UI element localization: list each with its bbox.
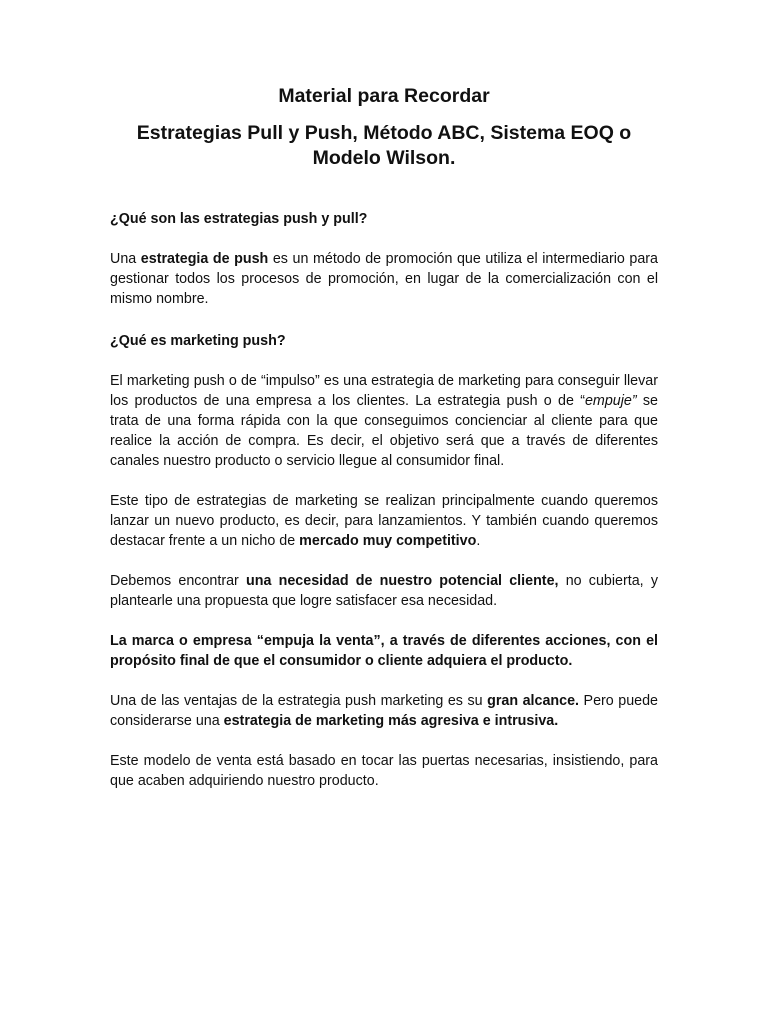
paragraph-text: Debemos encontrar <box>110 573 246 589</box>
bold-text: gran alcance. <box>487 693 580 709</box>
paragraph-text: se trata de una forma rápida con la que conseguimos concienciar al cliente para que realice la acción de compra. Es decir, el objetivo será que a través de diferentes canales nuestro producto o servicio llegue al consumidor final. <box>110 393 658 469</box>
paragraph-launch <box>110 491 658 551</box>
paragraph-definition <box>110 249 658 309</box>
page-title: Material para Recordar <box>278 85 490 107</box>
paragraph-text: El marketing push o de “impulso” es una estrategia de marketing para conseguir llevar los productos de una empresa a los clientes. La estrategia push o de “ <box>110 373 658 409</box>
italic-text: empuje” <box>584 393 637 409</box>
question-push-pull: ¿Qué son las estrategias push y pull? <box>110 211 368 227</box>
paragraph-advantages <box>110 691 658 731</box>
paragraph-text: . <box>476 533 481 549</box>
paragraph-need <box>110 571 658 611</box>
bold-text: una necesidad de nuestro potencial cliente, <box>246 573 559 589</box>
bold-text: estrategia de push <box>140 251 269 267</box>
page-subtitle: Estrategias Pull y Push, Método ABC, Sistema EOQ o Modelo Wilson. <box>136 122 632 169</box>
question-marketing-push: ¿Qué es marketing push? <box>110 333 286 349</box>
paragraph-text: Una de las ventajas de la estrategia push marketing es su <box>110 693 488 709</box>
bold-text: estrategia de marketing más agresiva e intrusiva. <box>223 713 559 729</box>
paragraph-text: Una <box>110 251 141 267</box>
paragraph-text: es un método de promoción que utiliza el intermediario para gestionar todos los procesos de promoción, en lugar de la comercialización con el mismo nombre. <box>110 251 659 307</box>
paragraph-text: Este tipo de estrategias de marketing se realizan principalmente cuando queremos lanzar un nuevo producto, es decir, para lanzamientos. Y también cuando queremos destacar frente a un nicho de <box>110 493 658 549</box>
paragraph-marketing-push <box>110 371 658 471</box>
document-page <box>110 84 658 791</box>
paragraph-text: no cubierta, y plantearle una propuesta que logre satisfacer esa necesidad. <box>110 573 658 609</box>
paragraph-brand-push: La marca o empresa “empuja la venta”, a través de diferentes acciones, con el propósito final de que el consumidor o cliente adquiera el producto. <box>110 633 658 669</box>
bold-text: mercado muy competitivo <box>299 533 477 549</box>
paragraph-sales-model: Este modelo de venta está basado en tocar las puertas necesarias, insistiendo, para que acaben adquiriendo nuestro producto. <box>110 753 658 789</box>
paragraph-text: Pero puede considerarse una <box>110 693 659 729</box>
